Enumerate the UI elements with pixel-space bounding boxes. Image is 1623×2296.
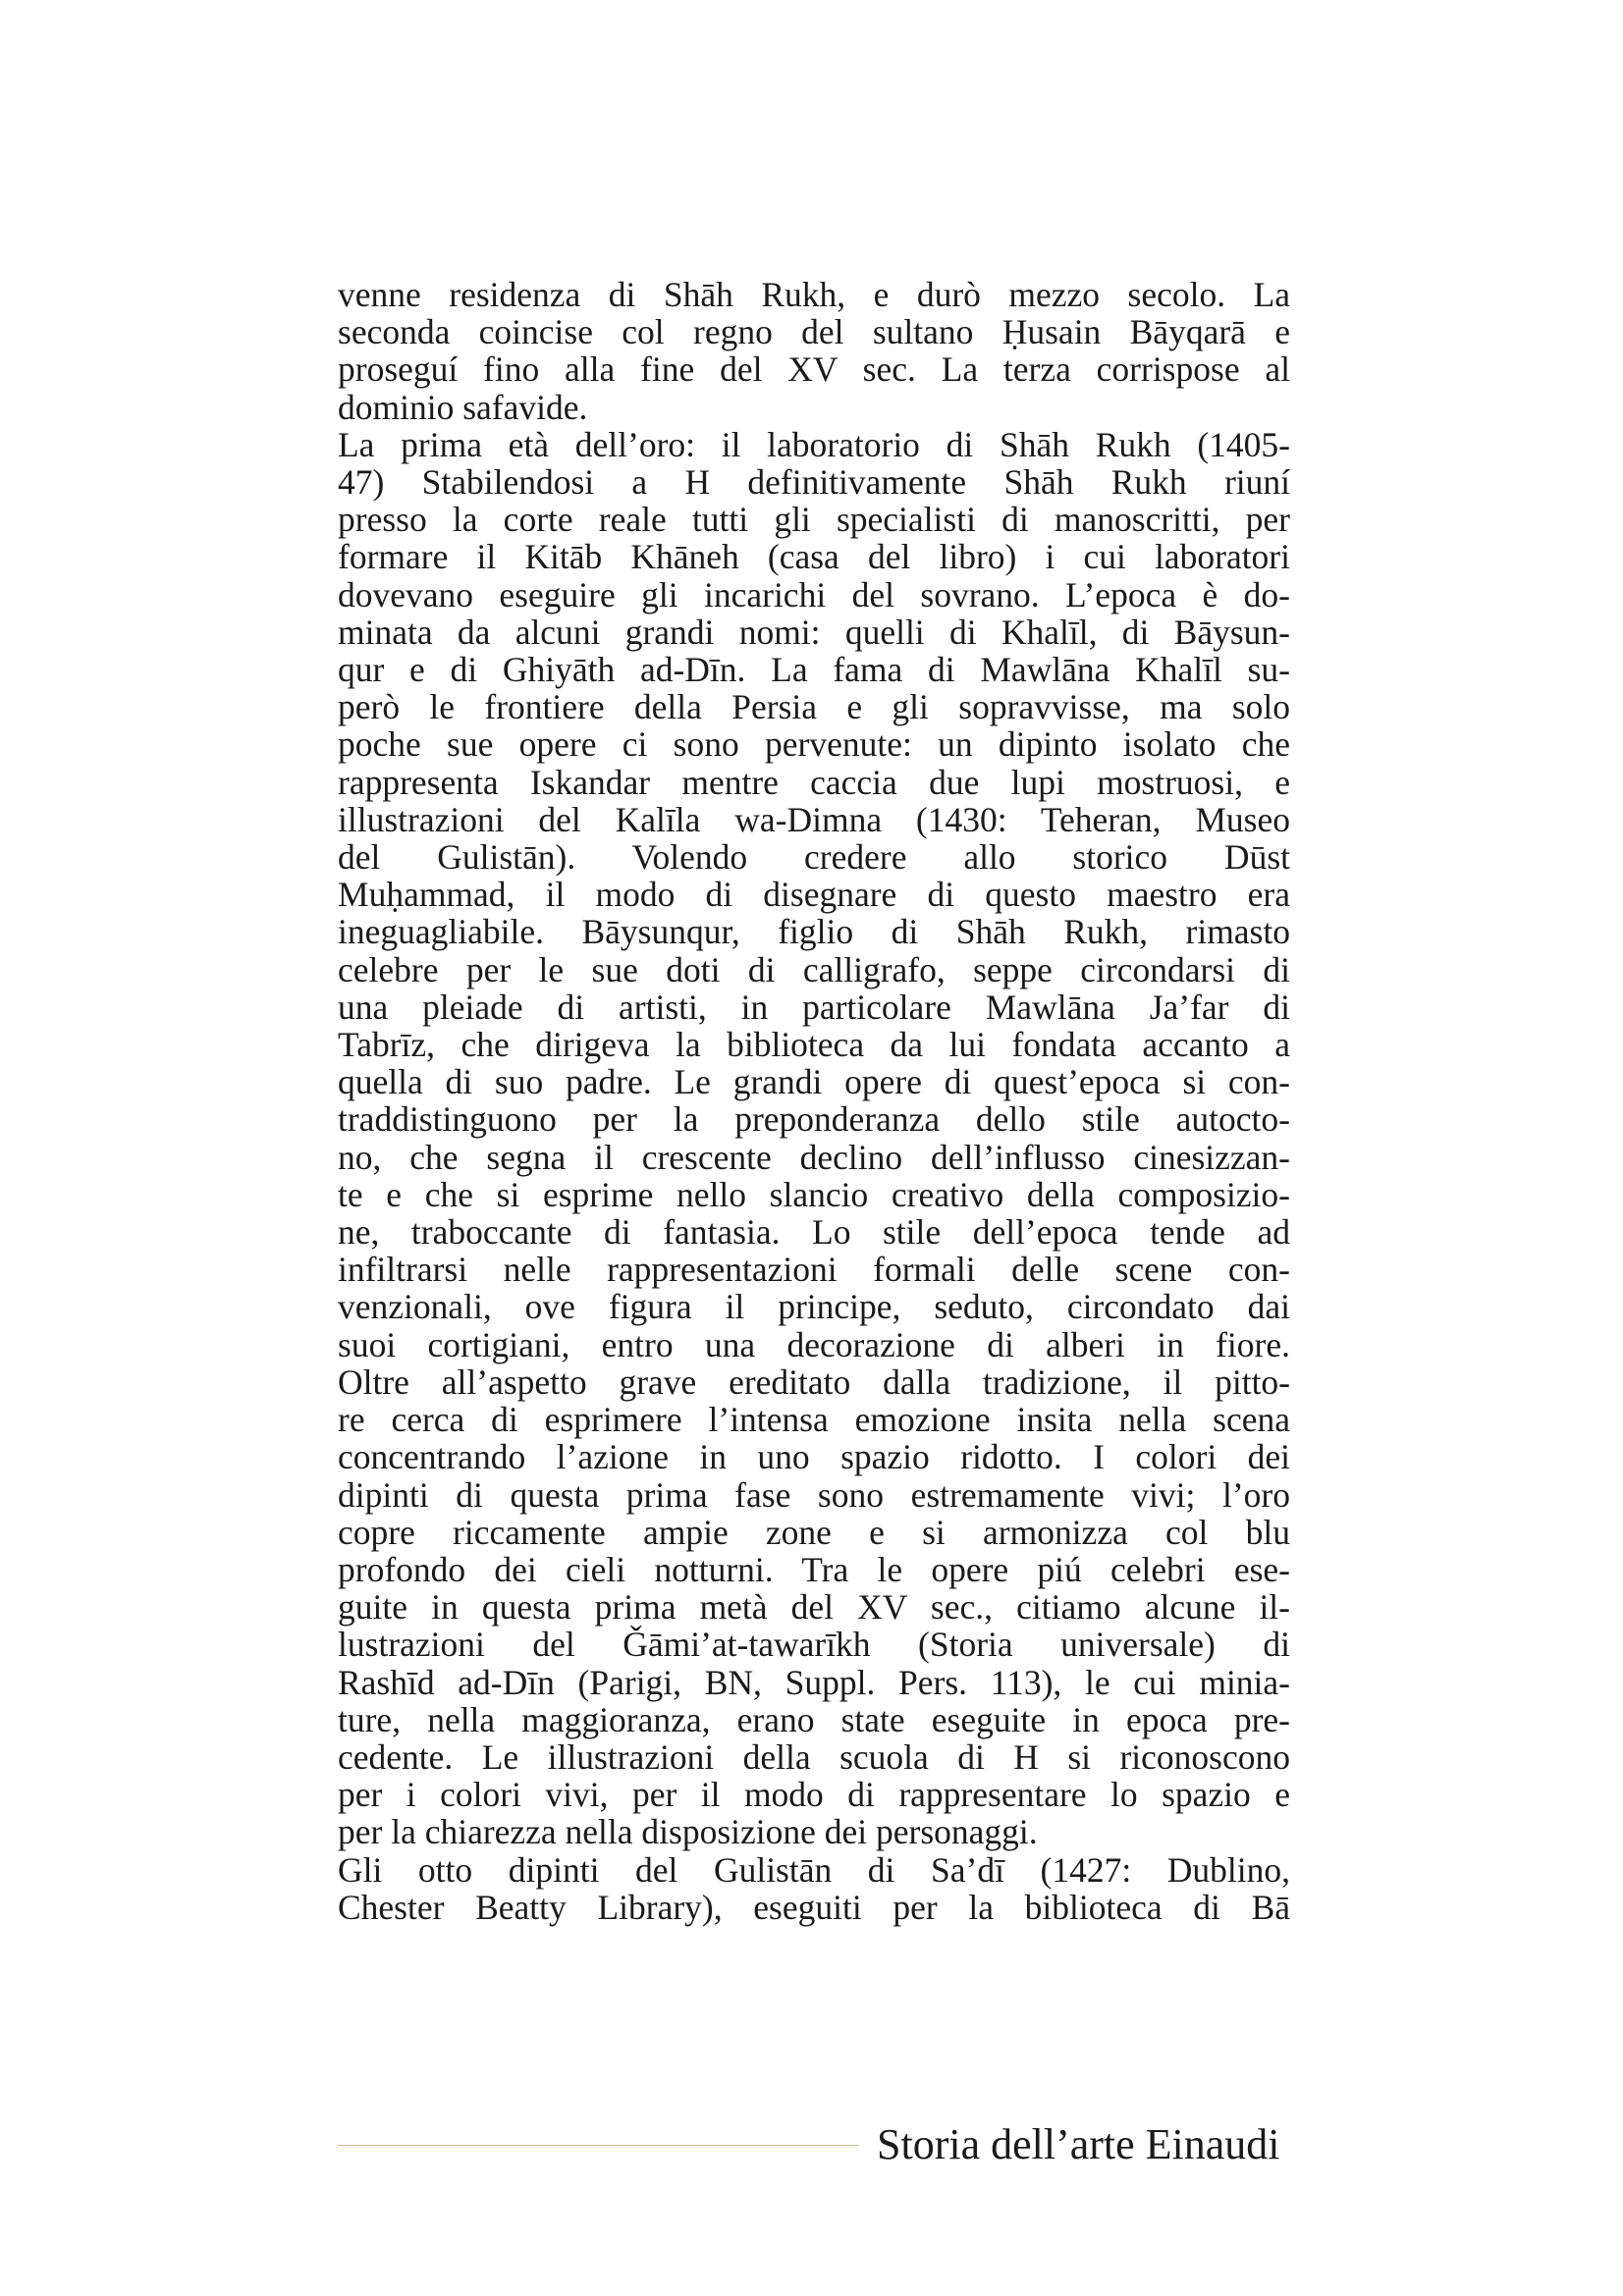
text-line: te e che si esprime nello slancio creativo della composizio- bbox=[338, 1174, 1290, 1214]
text-line: una pleiade di artisti, in particolare Mawlāna Ja’far di bbox=[338, 987, 1290, 1027]
text-line: celebre per le sue doti di calligrafo, seppe circondarsi di bbox=[338, 949, 1290, 989]
text-line: Rashīd ad-Dīn (Parigi, BN, Suppl. Pers. 113), le cui minia- bbox=[338, 1662, 1290, 1702]
text-line: rappresenta Iskandar mentre caccia due lupi mostruosi, e bbox=[338, 762, 1290, 802]
text-line: illustrazioni del Kalīla wa-Dimna (1430: Teheran, Museo bbox=[338, 799, 1290, 839]
text-line: re cerca di esprimere l’intensa emozione insita nella scena bbox=[338, 1400, 1290, 1440]
text-line: venne residenza di Shāh Rukh, e durò mezzo secolo. La bbox=[338, 275, 1290, 314]
text-line: quella di suo padre. Le grandi opere di quest’epoca si con- bbox=[338, 1062, 1290, 1102]
text-line: proseguí fino alla fine del XV sec. La terza corrispose al bbox=[338, 349, 1290, 390]
text-line: Tabrīz, che dirigeva la biblioteca da lui fondata accanto a bbox=[338, 1025, 1290, 1065]
text-line: venzionali, ove figura il principe, seduto, circondato dai bbox=[338, 1287, 1290, 1327]
text-line: qur e di Ghiyāth ad-Dīn. La fama di Mawlāna Khalīl su- bbox=[338, 650, 1290, 690]
text-line: ineguagliabile. Bāysunqur, figlio di Shāh Rukh, rimasto bbox=[338, 912, 1290, 952]
text-line: però le frontiere della Persia e gli sopravvisse, ma solo bbox=[338, 687, 1290, 727]
text-line: del Gulistān). Volendo credere allo storico Dūst bbox=[338, 837, 1290, 878]
text-line: presso la corte reale tutti gli specialisti di manoscritti, per bbox=[338, 500, 1290, 540]
text-line: Oltre all’aspetto grave ereditato dalla tradizione, il pitto- bbox=[338, 1362, 1290, 1402]
text-line: per i colori vivi, per il modo di rappresentare lo spazio e bbox=[338, 1775, 1290, 1815]
text-line: cedente. Le illustrazioni della scuola di H si riconoscono bbox=[338, 1736, 1290, 1777]
text-line: no, che segna il crescente declino dell’influsso cinesizzan- bbox=[338, 1137, 1290, 1177]
text-line: profondo dei cieli notturni. Tra le opere piú celebri ese- bbox=[338, 1549, 1290, 1589]
text-line: dipinti di questa prima fase sono estremamente vivi; l’oro bbox=[338, 1474, 1290, 1515]
text-line: Muḥammad, il modo di disegnare di questo maestro era bbox=[338, 875, 1290, 915]
text-line: formare il Kitāb Khāneh (casa del libro) i cui laboratori bbox=[338, 537, 1290, 577]
text-line: lustrazioni del Ǧāmi’at-tawarīkh (Storia universale) di bbox=[338, 1625, 1290, 1665]
text-line: minata da alcuni grandi nomi: quelli di Khalīl, di Bāysun- bbox=[338, 612, 1290, 652]
text-line: Chester Beatty Library), eseguiti per la biblioteca di Bā bbox=[338, 1887, 1290, 1927]
footer-divider bbox=[338, 2145, 858, 2146]
text-line: La prima età dell’oro: il laboratorio di Shāh Rukh (1405- bbox=[338, 424, 1290, 464]
text-line: infiltrarsi nelle rappresentazioni formali delle scene con- bbox=[338, 1250, 1290, 1290]
text-line: ture, nella maggioranza, erano state eseguite in epoca pre- bbox=[338, 1699, 1290, 1739]
text-line: Gli otto dipinti del Gulistān di Sa’dī (1427: Dublino, bbox=[338, 1849, 1290, 1890]
article-text bbox=[338, 276, 1290, 1926]
text-line: dovevano eseguire gli incarichi del sovrano. L’epoca è do- bbox=[338, 574, 1290, 614]
text-line: traddistinguono per la preponderanza dello stile autocto- bbox=[338, 1099, 1290, 1140]
text-line: seconda coincise col regno del sultano Ḥusain Bāyqarā e bbox=[338, 312, 1290, 352]
text-line: per la chiarezza nella disposizione dei personaggi. bbox=[338, 1812, 1038, 1852]
footer-title: Storia dell’arte Einaudi bbox=[877, 2120, 1280, 2168]
text-line: dominio safavide. bbox=[338, 387, 588, 427]
text-line: ne, traboccante di fantasia. Lo stile dell’epoca tende ad bbox=[338, 1212, 1290, 1253]
text-line: 47) Stabilendosi a H definitivamente Shāh Rukh riuní bbox=[338, 462, 1290, 503]
text-line: guite in questa prima metà del XV sec., citiamo alcune il- bbox=[338, 1587, 1290, 1628]
text-line: concentrando l’azione in uno spazio ridotto. I colori dei bbox=[338, 1437, 1290, 1477]
text-line: suoi cortigiani, entro una decorazione di alberi in fiore. bbox=[338, 1324, 1290, 1364]
text-line: poche sue opere ci sono pervenute: un dipinto isolato che bbox=[338, 724, 1290, 765]
text-line: copre riccamente ampie zone e si armonizza col blu bbox=[338, 1512, 1290, 1552]
